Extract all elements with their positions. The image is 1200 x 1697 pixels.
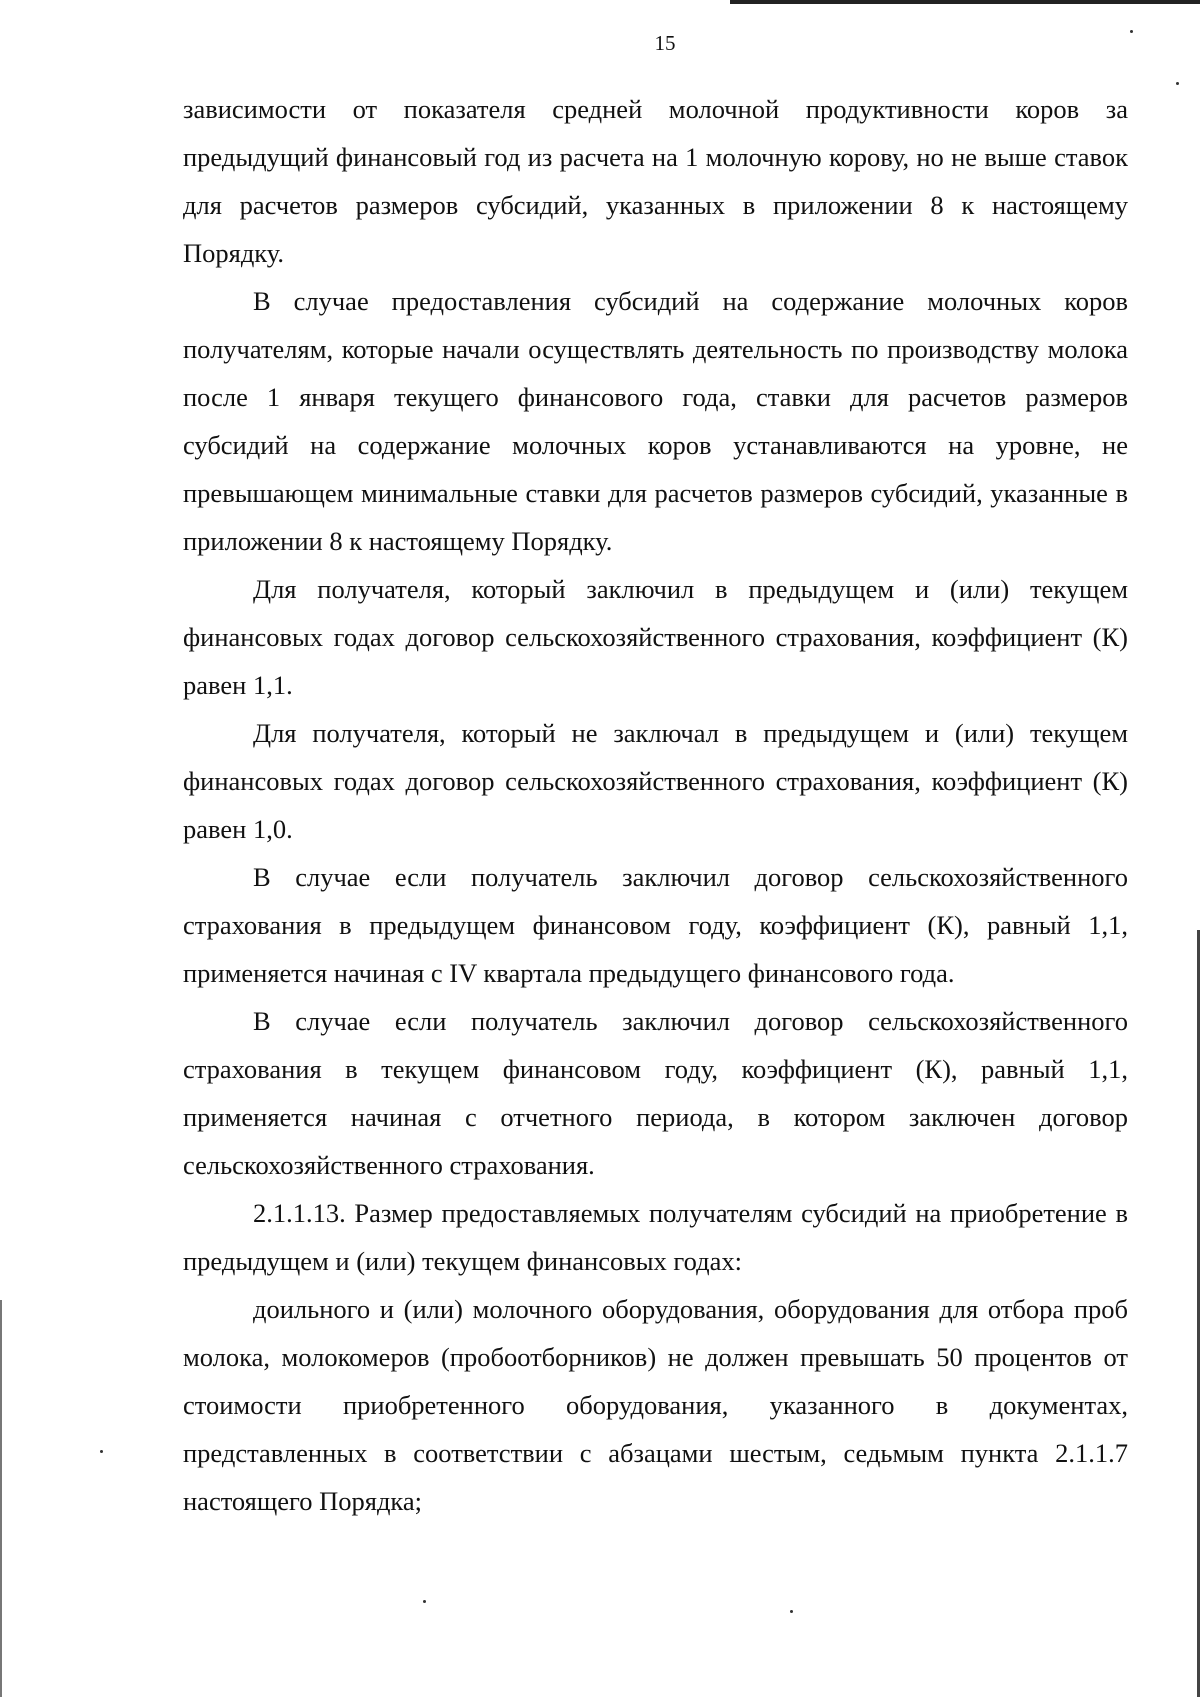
document-paragraph: 2.1.1.13. Размер предоставляемых получателям субсидий на приобретение в предыдущем и (или) текущем финансовых годах: [183,1198,1128,1276]
document-paragraph: доильного и (или) молочного оборудования, оборудования для отбора проб молока, молокомеров (пробоотборников) не должен превышать 50 процентов от стоимости приобретенного оборудования, указанного в документах, представленных в соответствии с абзацами шестым, седьмым пункта 2.1.1.7 настоящего Порядка; [183,1294,1128,1516]
document-paragraph: В случае если получатель заключил договор сельскохозяйственного страхования в предыдущем финансовом году, коэффициент (К), равный 1,1, применяется начиная с IV квартала предыдущего финансового года. [183,862,1128,988]
document-paragraph: зависимости от показателя средней молочной продуктивности коров за предыдущий финансовый год из расчета на 1 молочную корову, но не выше ставок для расчетов размеров субсидий, указанных в приложении 8 к настоящему Порядку. [183,94,1128,268]
scan-speck [1176,82,1179,85]
page-number: 15 [654,31,676,55]
scan-speck [790,1610,793,1613]
scan-speck [423,1600,426,1603]
scan-edge-left [0,1300,2,1697]
scan-speck [100,1450,103,1453]
document-paragraph: В случае предоставления субсидий на содержание молочных коров получателям, которые начали осуществлять деятельность по производству молока после 1 января текущего финансового года, ставки для расчетов размеров субсидий на содержание молочных коров устанавливаются на уровне, не превышающем минимальные ставки для расчетов размеров субсидий, указанные в приложении 8 к настоящему Порядку. [183,286,1128,556]
document-paragraph: В случае если получатель заключил договор сельскохозяйственного страхования в текущем финансовом году, коэффициент (К), равный 1,1, применяется начиная с отчетного периода, в котором заключен договор сельскохозяйственного страхования. [183,1006,1128,1180]
document-body [183,85,1128,1525]
document-paragraph: Для получателя, который заключил в предыдущем и (или) текущем финансовых годах договор сельскохозяйственного страхования, коэффициент (К) равен 1,1. [183,574,1128,700]
scan-edge-top [730,0,1200,4]
document-paragraph: Для получателя, который не заключал в предыдущем и (или) текущем финансовых годах договор сельскохозяйственного страхования, коэффициент (К) равен 1,0. [183,718,1128,844]
